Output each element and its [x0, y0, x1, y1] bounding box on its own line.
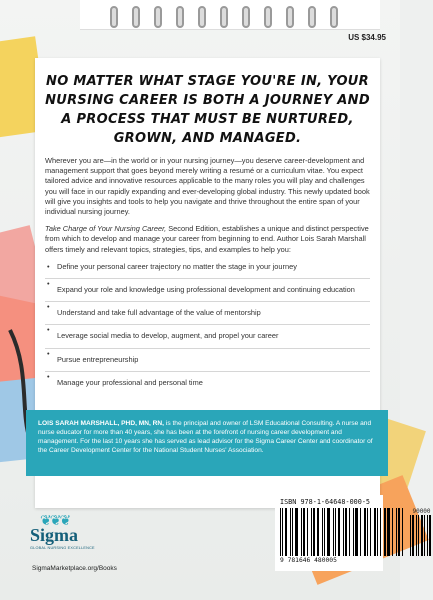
price-label: US $34.95	[348, 33, 386, 42]
bullet-item: • Expand your role and knowledge using professional development and continuing education	[45, 278, 370, 295]
barcode-stripe	[396, 508, 397, 556]
addon-stripe	[424, 515, 425, 556]
bullet-item: • Manage your professional and personal time	[45, 371, 370, 388]
barcode-addon: 90000	[412, 508, 431, 515]
barcode-stripe	[282, 508, 283, 556]
barcode-stripe	[313, 508, 315, 556]
barcode-stripe	[322, 508, 323, 556]
addon-stripe	[418, 515, 419, 556]
barcode-number: 9 781646 480005	[280, 557, 337, 564]
barcode-stripe	[285, 508, 287, 556]
bullet-item: • Define your personal career trajectory no matter the stage in your journey	[45, 262, 370, 272]
addon-barcode-icon	[410, 515, 433, 556]
intro-paragraph	[45, 224, 370, 255]
barcode-stripe	[327, 508, 330, 556]
book-title: Take Charge of Your Nursing Career,	[45, 224, 167, 234]
barcode-stripe	[333, 508, 334, 556]
addon-stripe	[427, 515, 428, 556]
barcode-stripe	[380, 508, 381, 556]
intro-text: Second Edition, establishes a unique and distinct perspective from which to develop and manage your career from beginning to end. Author Lois Sarah Marshall offers timely and relevant topics, strategies, tips, and examples to help you:	[45, 224, 369, 254]
barcode-stripe	[338, 508, 340, 556]
addon-stripe	[421, 515, 423, 556]
bullet-item: • Pursue entrepreneurship	[45, 348, 370, 365]
author-name: LOIS SARAH MARSHALL, PHD, MN, RN,	[38, 420, 165, 427]
barcode-stripe	[345, 508, 347, 556]
headline: NO MATTER WHAT STAGE YOU'RE IN, YOUR NURSING CAREER IS BOTH A JOURNEY AND A PROCESS THAT MUST BE NURTURED, GROWN, AND MANAGED.	[45, 74, 370, 146]
barcode-stripe	[295, 508, 298, 556]
barcode-stripe	[374, 508, 376, 556]
description-paragraph: Wherever you are—in the world or in your nursing journey—you deserve career-development and management support that goes beyond merely writing a resumé or a curriculum vitae. You expect tailored advice and innovative resources applicable to the many roles you will play and challenges you will face in our rapidly expanding and ever-developing global industry. This newly updated book will give you insights and tools to help you navigate and thrive throughout the entire span of your individual nursing journey.	[45, 156, 370, 217]
barcode-stripe	[370, 508, 371, 556]
author-bio: is the principal and owner of LSM Educational Consulting. A nurse and nurse educator for more than 40 years, she has been at the forefront of nursing career development and management. For the last 10 years she has served as lead advisor for the Sigma Career Center and coordinator of the Career Development Center for the National Student Nurses' Association.	[38, 420, 373, 454]
barcode-box	[275, 495, 431, 571]
bullet-list	[45, 262, 370, 388]
sigma-logo	[30, 512, 100, 550]
laurel-icon: ❦❦❦	[40, 512, 70, 528]
barcode-stripe	[292, 508, 293, 556]
addon-stripe	[429, 515, 431, 556]
barcode-stripe	[384, 508, 386, 556]
barcode-stripe	[360, 508, 361, 556]
barcode-stripe	[335, 508, 336, 556]
description	[45, 156, 370, 394]
isbn-text: ISBN 978-1-64648-000-5	[280, 498, 371, 506]
barcode-stripe	[290, 508, 291, 556]
barcode-stripe	[367, 508, 368, 556]
addon-stripe	[410, 515, 411, 556]
barcode-stripe	[343, 508, 344, 556]
barcode-stripe	[387, 508, 390, 556]
barcode-stripe	[402, 508, 403, 556]
barcode-stripe	[392, 508, 393, 556]
bullet-item: • Leverage social media to develop, augment, and propel your career	[45, 324, 370, 341]
barcode-stripe	[311, 508, 312, 556]
bullet-item: • Understand and take full advantage of the value of mentorship	[45, 301, 370, 318]
publisher-website[interactable]: SigmaMarketplace.org/Books	[32, 565, 117, 572]
publisher-name: Sigma	[30, 525, 79, 545]
barcode-stripe	[398, 508, 400, 556]
barcode-stripe	[307, 508, 308, 556]
barcode-stripe	[303, 508, 305, 556]
barcode-stripe	[280, 508, 281, 556]
barcode-stripe	[301, 508, 302, 556]
barcode-icon	[280, 508, 406, 556]
addon-stripe	[416, 515, 417, 556]
notebook-rings	[110, 6, 338, 28]
addon-stripe	[412, 515, 414, 556]
barcode-stripe	[317, 508, 319, 556]
barcode-stripe	[349, 508, 350, 556]
barcode-stripe	[353, 508, 354, 556]
barcode-stripe	[377, 508, 378, 556]
barcode-stripe	[324, 508, 325, 556]
barcode-stripe	[355, 508, 358, 556]
barcode-stripe	[364, 508, 366, 556]
publisher-tagline: GLOBAL NURSING EXCELLENCE	[30, 546, 95, 550]
author-bio-box	[26, 410, 388, 476]
